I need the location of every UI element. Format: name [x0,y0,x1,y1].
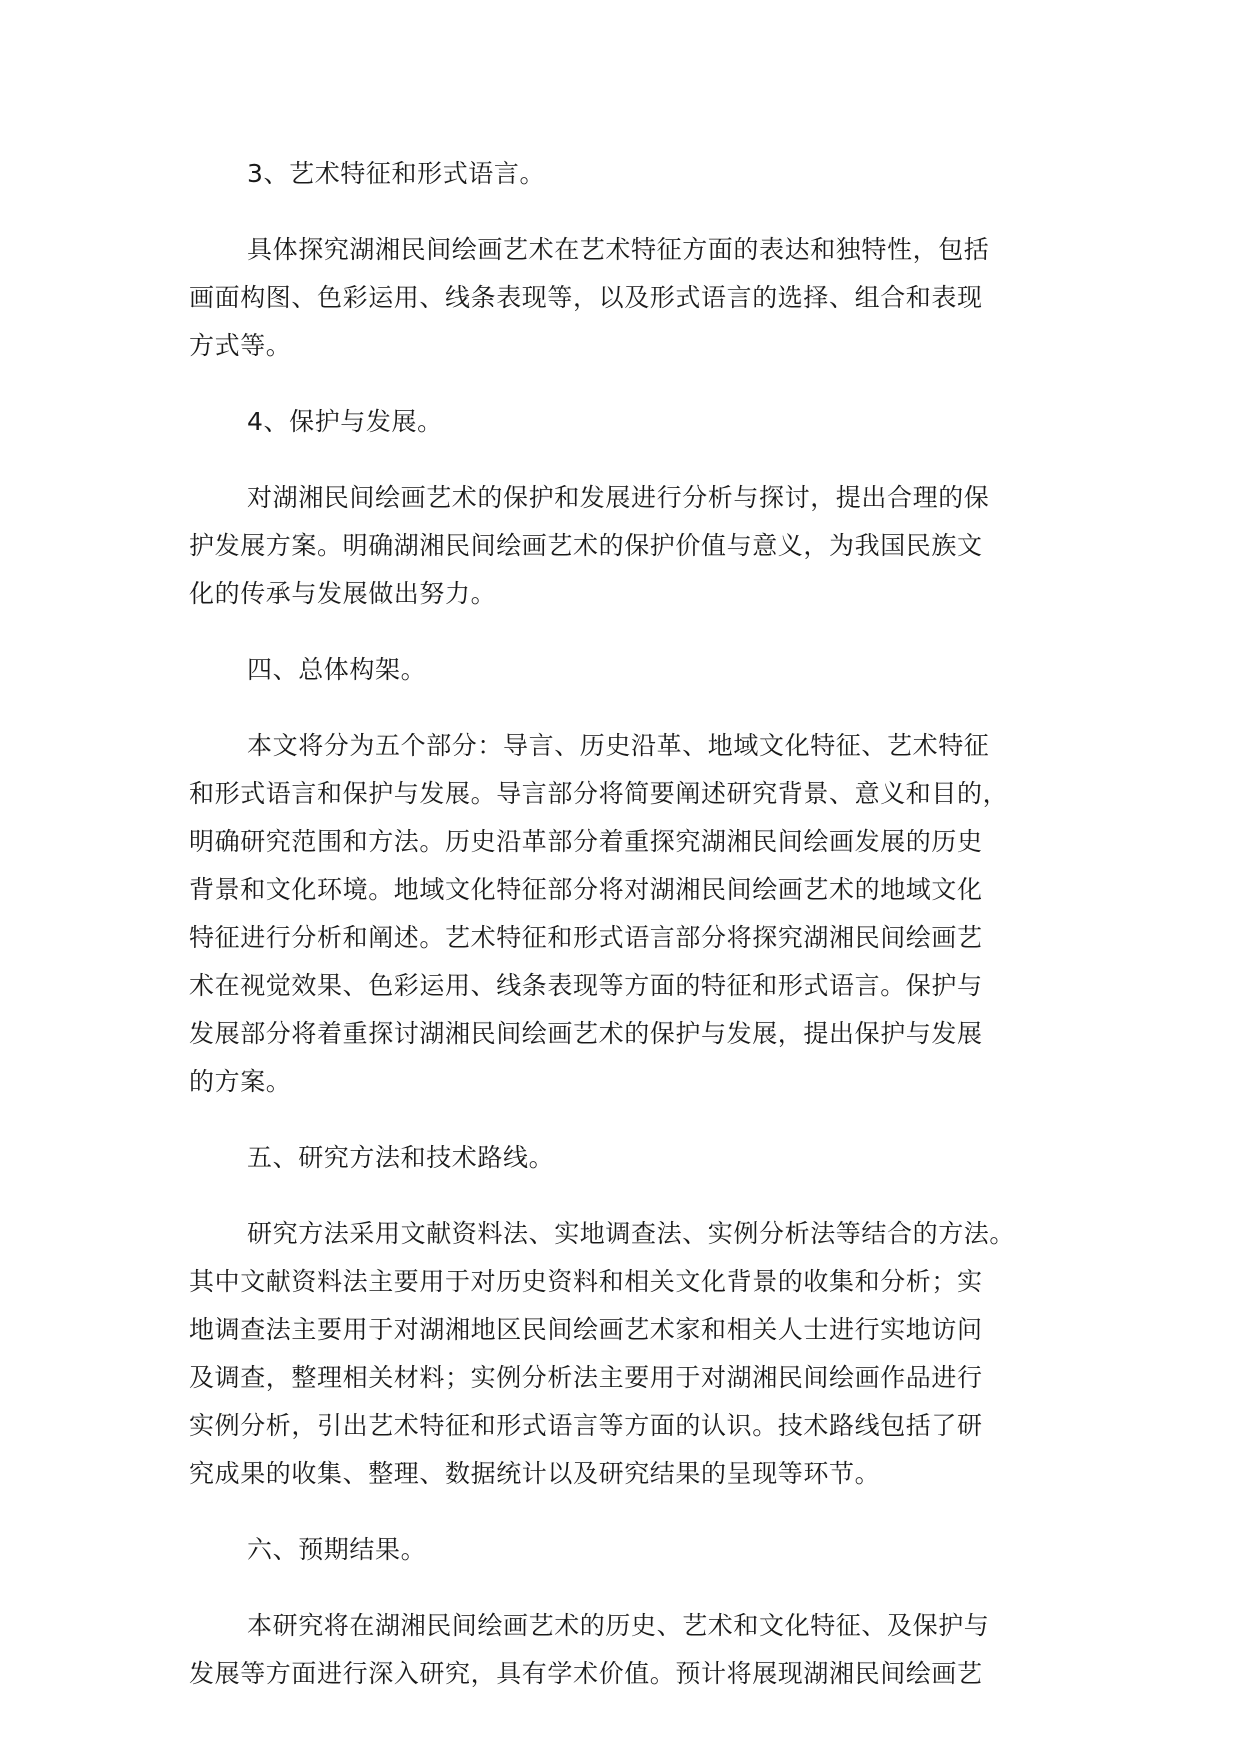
paragraph-line: 发展部分将着重探讨湖湘民间绘画艺术的保护与发展，提出保护与发展 [189,1019,983,1048]
paragraph-line: 地调查法主要用于对湖湘地区民间绘画艺术家和相关人士进行实地访问 [189,1315,983,1344]
paragraph-line: 研究方法采用文献资料法、实地调查法、实例分析法等结合的方法。 [247,1219,1016,1248]
paragraph-line: 和形式语言和保护与发展。导言部分将简要阐述研究背景、意义和目的， [189,779,1009,808]
heading-methods [189,1134,1089,1182]
paragraph-line: 对湖湘民间绘画艺术的保护和发展进行分析与探讨，提出合理的保 [247,483,990,512]
heading-expected-results [189,1526,1089,1574]
paragraph-line: 六、预期结果。 [247,1535,427,1564]
paragraph-line: 护发展方案。明确湖湘民间绘画艺术的保护价值与意义，为我国民族文 [189,531,983,560]
paragraph-line: 具体探究湖湘民间绘画艺术在艺术特征方面的表达和独特性，包括 [247,235,990,264]
paragraph-line: 其中文献资料法主要用于对历史资料和相关文化背景的收集和分析；实 [189,1267,983,1296]
heading-protection [189,398,1089,446]
paragraph-expected-results [189,1602,1089,1698]
paragraph-line: 化的传承与发展做出努力。 [189,579,497,608]
document-page [189,150,1089,1726]
paragraph-art-features [189,226,1089,370]
paragraph-line: 3、艺术特征和形式语言。 [247,159,546,188]
paragraph-line: 特征进行分析和阐述。艺术特征和形式语言部分将探究湖湘民间绘画艺 [189,923,983,952]
paragraph-line: 的方案。 [189,1067,292,1096]
paragraph-line: 五、研究方法和技术路线。 [247,1143,555,1172]
heading-art-features [189,150,1089,198]
paragraph-line: 究成果的收集、整理、数据统计以及研究结果的呈现等环节。 [189,1459,881,1488]
paragraph-line: 发展等方面进行深入研究，具有学术价值。预计将展现湖湘民间绘画艺 [189,1659,983,1688]
paragraph-methods [189,1210,1089,1498]
paragraph-line: 4、保护与发展。 [247,407,443,436]
heading-framework [189,646,1089,694]
paragraph-line: 四、总体构架。 [247,655,427,684]
paragraph-line: 背景和文化环境。地域文化特征部分将对湖湘民间绘画艺术的地域文化 [189,875,983,904]
paragraph-line: 本研究将在湖湘民间绘画艺术的历史、艺术和文化特征、及保护与 [247,1611,990,1640]
paragraph-line: 术在视觉效果、色彩运用、线条表现等方面的特征和形式语言。保护与 [189,971,983,1000]
paragraph-protection [189,474,1089,618]
paragraph-line: 实例分析，引出艺术特征和形式语言等方面的认识。技术路线包括了研 [189,1411,983,1440]
paragraph-framework [189,722,1089,1106]
paragraph-line: 明确研究范围和方法。历史沿革部分着重探究湖湘民间绘画发展的历史 [189,827,983,856]
paragraph-line: 及调查，整理相关材料；实例分析法主要用于对湖湘民间绘画作品进行 [189,1363,983,1392]
paragraph-line: 本文将分为五个部分：导言、历史沿革、地域文化特征、艺术特征 [247,731,990,760]
paragraph-line: 画面构图、色彩运用、线条表现等，以及形式语言的选择、组合和表现 [189,283,983,312]
paragraph-line: 方式等。 [189,331,292,360]
